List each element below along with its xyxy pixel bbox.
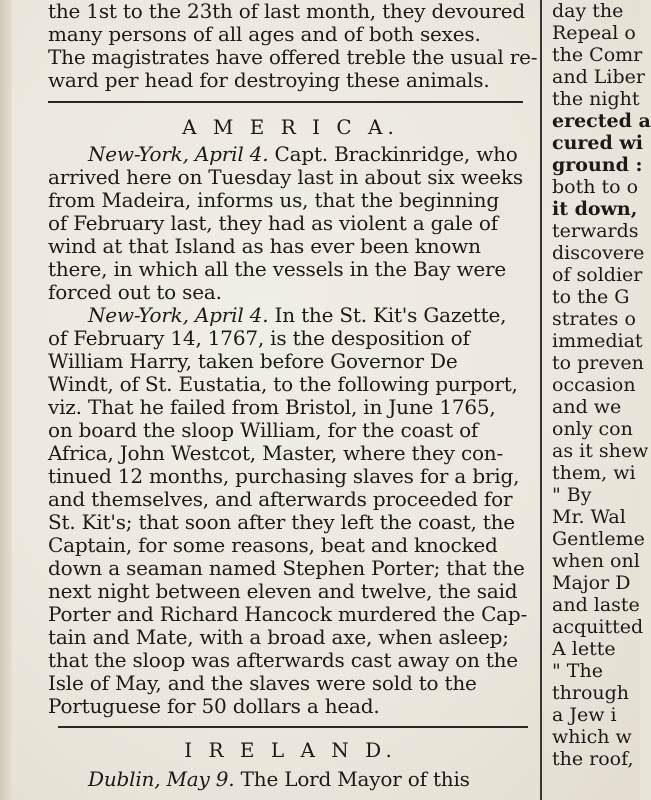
text-line: of soldier bbox=[552, 264, 643, 286]
text-line: the 1st to the 23th of last month, they devoured bbox=[48, 0, 525, 23]
text-line: Captain, for some reasons, beat and knocked bbox=[48, 533, 498, 557]
text-line: In the St. Kit's Gazette, bbox=[274, 303, 507, 327]
text-line: and themselves, and afterwards proceeded for bbox=[48, 487, 513, 511]
text-line: as it shew bbox=[552, 440, 649, 462]
section-rule bbox=[48, 101, 523, 103]
text-line: occasion bbox=[552, 374, 636, 396]
text-line: discovere bbox=[552, 242, 645, 264]
text-line: acquitted bbox=[552, 616, 644, 638]
page-edge bbox=[0, 0, 12, 800]
text-line: it down, bbox=[552, 198, 638, 220]
text-line: both to o bbox=[552, 176, 639, 198]
text-line: on board the sloop William, for the coast of bbox=[48, 418, 479, 442]
text-line: immediat bbox=[552, 330, 643, 352]
text-line: there, in which all the vessels in the Bay were bbox=[48, 257, 507, 281]
text-line: Portuguese for 50 dollars a head. bbox=[48, 694, 380, 718]
text-line: Major D bbox=[552, 572, 631, 594]
text-line: to the G bbox=[552, 286, 630, 308]
article-first-line bbox=[88, 768, 533, 791]
text-line: and we bbox=[552, 396, 622, 418]
text-line: the roof, bbox=[552, 748, 634, 770]
text-line: of February last, they had as violent a gale of bbox=[48, 211, 498, 235]
dateline: New-York, April 4. bbox=[88, 142, 269, 166]
text-line: The Lord Mayor of this bbox=[240, 767, 470, 791]
text-line: day the bbox=[552, 0, 624, 22]
text-line: the night bbox=[552, 88, 640, 110]
text-line: tain and Mate, with a broad axe, when asleep; bbox=[48, 625, 509, 649]
text-line: to preven bbox=[552, 352, 644, 374]
text-line: wind at that Island as has ever been known bbox=[48, 234, 481, 258]
text-line: from Madeira, informs us, that the beginning bbox=[48, 188, 499, 212]
text-line: erected a bbox=[552, 110, 651, 132]
text-line: and laste bbox=[552, 594, 640, 616]
text-line: Porter and Richard Hancock murdered the Cap- bbox=[48, 602, 528, 626]
text-line: Mr. Wal bbox=[552, 506, 626, 528]
text-line: Africa, John Westcot, Master, where they con- bbox=[48, 441, 504, 465]
text-line: cured wi bbox=[552, 132, 643, 154]
text-line: terwards bbox=[552, 220, 639, 242]
column-divider bbox=[540, 0, 542, 800]
text-line: arrived here on Tuesday last in about six weeks bbox=[48, 165, 523, 189]
text-line: which w bbox=[552, 726, 632, 748]
text-line: them, wi bbox=[552, 462, 636, 484]
text-line: Repeal o bbox=[552, 22, 636, 44]
section-heading-ireland: I R E L A N D. bbox=[184, 738, 397, 762]
section-rule bbox=[58, 726, 528, 728]
article-first-line bbox=[88, 143, 533, 166]
section-heading-america: A M E R I C A. bbox=[182, 115, 399, 139]
text-line: forced out to sea. bbox=[48, 280, 222, 304]
text-line: when onl bbox=[552, 550, 640, 572]
text-line: Gentleme bbox=[552, 528, 645, 550]
text-line: ward per head for destroying these animals. bbox=[48, 68, 490, 92]
text-line: that the sloop was afterwards cast away on the bbox=[48, 648, 518, 672]
text-line: down a seaman named Stephen Porter; that the bbox=[48, 556, 525, 580]
article-first-line bbox=[88, 304, 533, 327]
text-line: and Liber bbox=[552, 66, 645, 88]
main-column bbox=[48, 0, 538, 800]
text-line: through bbox=[552, 682, 630, 704]
text-line: " The bbox=[552, 660, 603, 682]
text-line: only con bbox=[552, 418, 633, 440]
text-line: William Harry, taken before Governor De bbox=[48, 349, 458, 373]
text-line: Isle of May, and the slaves were sold to the bbox=[48, 671, 477, 695]
text-line: tinued 12 months, purchasing slaves for a brig, bbox=[48, 464, 520, 488]
text-line: of February 14, 1767, is the desposition of bbox=[48, 326, 470, 350]
text-line: viz. That he failed from Bristol, in June 1765, bbox=[48, 395, 496, 419]
text-line: A lette bbox=[552, 638, 616, 660]
text-line: many persons of all ages and of both sexes. bbox=[48, 22, 481, 46]
text-line: the Comr bbox=[552, 44, 643, 66]
text-line: St. Kit's; that soon after they left the coast, the bbox=[48, 510, 515, 534]
dateline: Dublin, May 9. bbox=[88, 767, 235, 791]
text-line: Capt. Brackinridge, who bbox=[274, 142, 518, 166]
text-line: a Jew i bbox=[552, 704, 617, 726]
dateline: New-York, April 4. bbox=[88, 303, 269, 327]
text-line: next night between eleven and twelve, the said bbox=[48, 579, 518, 603]
text-line: " By bbox=[552, 484, 592, 506]
text-line: Windt, of St. Eustatia, to the following purport, bbox=[48, 372, 518, 396]
text-line: ground : bbox=[552, 154, 643, 176]
right-column bbox=[552, 0, 651, 800]
text-line: The magistrates have offered treble the usual re- bbox=[48, 45, 538, 69]
text-line: strates o bbox=[552, 308, 636, 330]
